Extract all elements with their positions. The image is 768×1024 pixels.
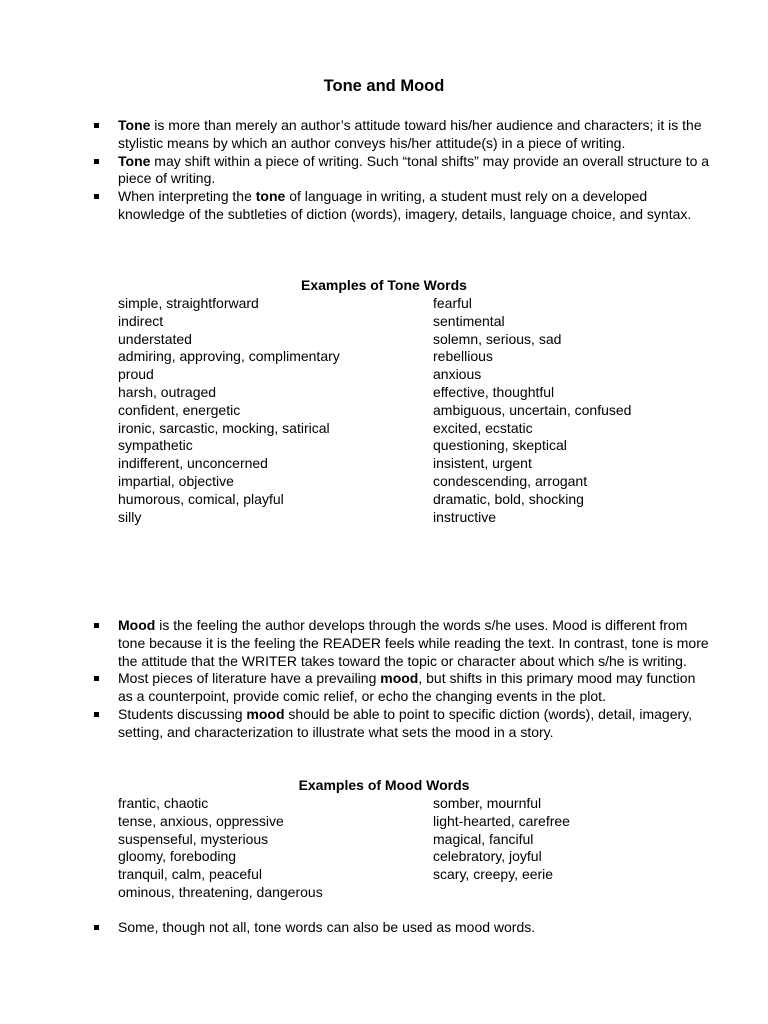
page-title: Tone and Mood bbox=[323, 77, 445, 95]
word-row bbox=[118, 384, 718, 402]
bullet-item bbox=[0, 706, 710, 742]
bullet-item bbox=[0, 919, 710, 937]
word-right: dramatic, bold, shocking bbox=[433, 490, 584, 507]
bullet-text: is the feeling the author develops through the words s/he uses. Mood is different from tone because it is the feeling the READER feels while reading the text. In contrast, tone is more the attitude that the WRITER takes toward the topic or character about which s/he is writing. bbox=[118, 617, 709, 669]
bullet-text: Some, though not all, tone words can also be used as mood words. bbox=[118, 919, 536, 935]
bullet-text: should be able to point to specific diction (words), detail, imagery, setting, and characterization to illustrate what sets the mood in a story. bbox=[118, 705, 693, 740]
bold-term: Tone bbox=[118, 152, 151, 169]
tone-bullet-list bbox=[0, 117, 710, 224]
bullet-text: Most pieces of literature have a prevailing bbox=[118, 670, 381, 687]
word-row bbox=[118, 348, 718, 366]
word-left: confident, energetic bbox=[118, 401, 241, 418]
word-row bbox=[118, 831, 718, 849]
word-left: proud bbox=[118, 366, 154, 383]
word-right: sentimental bbox=[433, 312, 505, 329]
bullet-item bbox=[0, 188, 710, 224]
word-right: effective, thoughtful bbox=[433, 383, 555, 400]
square-bullet-icon bbox=[94, 676, 99, 681]
word-right: condescending, arrogant bbox=[433, 472, 588, 489]
word-left: ironic, sarcastic, mocking, satirical bbox=[118, 419, 330, 436]
word-left: suspenseful, mysterious bbox=[118, 830, 269, 847]
word-row bbox=[118, 455, 718, 473]
bold-term: tone bbox=[255, 188, 286, 205]
square-bullet-icon bbox=[94, 623, 99, 628]
word-right: instructive bbox=[433, 508, 497, 525]
square-bullet-icon bbox=[94, 194, 99, 199]
word-right: magical, fanciful bbox=[433, 830, 534, 847]
word-left: silly bbox=[118, 508, 142, 525]
bullet-item bbox=[0, 117, 710, 153]
tone-words-heading: Examples of Tone Words bbox=[301, 277, 467, 293]
word-row bbox=[118, 313, 718, 331]
bullet-text: Students discussing bbox=[118, 705, 247, 722]
word-left: indifferent, unconcerned bbox=[118, 455, 268, 472]
word-row bbox=[118, 366, 718, 384]
mood-bullet-list bbox=[0, 617, 710, 742]
word-right: excited, ecstatic bbox=[433, 419, 533, 436]
bullet-item bbox=[0, 670, 710, 706]
word-right: scary, creepy, eerie bbox=[433, 866, 554, 883]
word-left: impartial, objective bbox=[118, 472, 234, 489]
word-row bbox=[118, 813, 718, 831]
word-right: ambiguous, uncertain, confused bbox=[433, 401, 632, 418]
word-row bbox=[118, 795, 718, 813]
mood-words-list bbox=[118, 795, 718, 902]
bullet-text: of language in writing, a student must rely on a developed knowledge of the subtleties of diction (words), imagery, details, language choice, and syntax. bbox=[118, 188, 692, 222]
word-row bbox=[118, 866, 718, 884]
word-row bbox=[118, 331, 718, 349]
square-bullet-icon bbox=[94, 925, 99, 930]
bullet-item bbox=[0, 153, 710, 189]
word-left: harsh, outraged bbox=[118, 383, 217, 400]
bullet-text: , but shifts in this primary mood may function as a counterpoint, provide comic relief, or echo the changing events in the plot. bbox=[118, 670, 696, 705]
word-right: light-hearted, carefree bbox=[433, 812, 570, 829]
word-left: simple, straightforward bbox=[118, 295, 259, 311]
square-bullet-icon bbox=[94, 712, 99, 717]
word-right: insistent, urgent bbox=[433, 455, 532, 472]
word-left: understated bbox=[118, 330, 192, 347]
word-left: tense, anxious, oppressive bbox=[118, 812, 284, 829]
bold-term: mood bbox=[246, 705, 285, 722]
word-row bbox=[118, 491, 718, 509]
word-left: sympathetic bbox=[118, 437, 193, 454]
word-left: gloomy, foreboding bbox=[118, 848, 237, 865]
word-left: ominous, threatening, dangerous bbox=[118, 883, 323, 900]
word-row bbox=[118, 473, 718, 491]
bold-term: Tone bbox=[118, 117, 151, 133]
word-right: anxious bbox=[433, 366, 482, 383]
mood-words-heading: Examples of Mood Words bbox=[298, 777, 470, 793]
word-right: rebellious bbox=[433, 348, 493, 365]
bullet-text: When interpreting the bbox=[118, 188, 256, 205]
bullet-item bbox=[0, 617, 710, 670]
word-row bbox=[118, 437, 718, 455]
word-row bbox=[118, 295, 718, 313]
word-row bbox=[118, 884, 718, 902]
word-right: fearful bbox=[433, 295, 472, 311]
tone-words-list bbox=[118, 295, 718, 526]
final-bullet-list bbox=[0, 919, 710, 937]
bold-term: mood bbox=[380, 670, 419, 687]
word-left: admiring, approving, complimentary bbox=[118, 348, 340, 365]
word-row bbox=[118, 420, 718, 438]
word-left: frantic, chaotic bbox=[118, 795, 209, 811]
bold-term: Mood bbox=[118, 617, 156, 633]
word-left: tranquil, calm, peaceful bbox=[118, 866, 262, 883]
bullet-text: may shift within a piece of writing. Such “tonal shifts” may provide an overall structure to a piece of writing. bbox=[118, 152, 710, 187]
bullet-text: is more than merely an author’s attitude toward his/her audience and characters; it is the stylistic means by which an author conveys his/her attitude(s) in a piece of writing. bbox=[118, 117, 702, 151]
word-right: celebratory, joyful bbox=[433, 848, 542, 865]
word-row bbox=[118, 402, 718, 420]
square-bullet-icon bbox=[94, 159, 99, 164]
word-right: questioning, skeptical bbox=[433, 437, 567, 454]
word-right: solemn, serious, sad bbox=[433, 330, 562, 347]
word-row bbox=[118, 509, 718, 527]
square-bullet-icon bbox=[94, 123, 99, 128]
word-row bbox=[118, 848, 718, 866]
word-right: somber, mournful bbox=[433, 795, 542, 811]
word-left: humorous, comical, playful bbox=[118, 490, 284, 507]
word-left: indirect bbox=[118, 312, 164, 329]
